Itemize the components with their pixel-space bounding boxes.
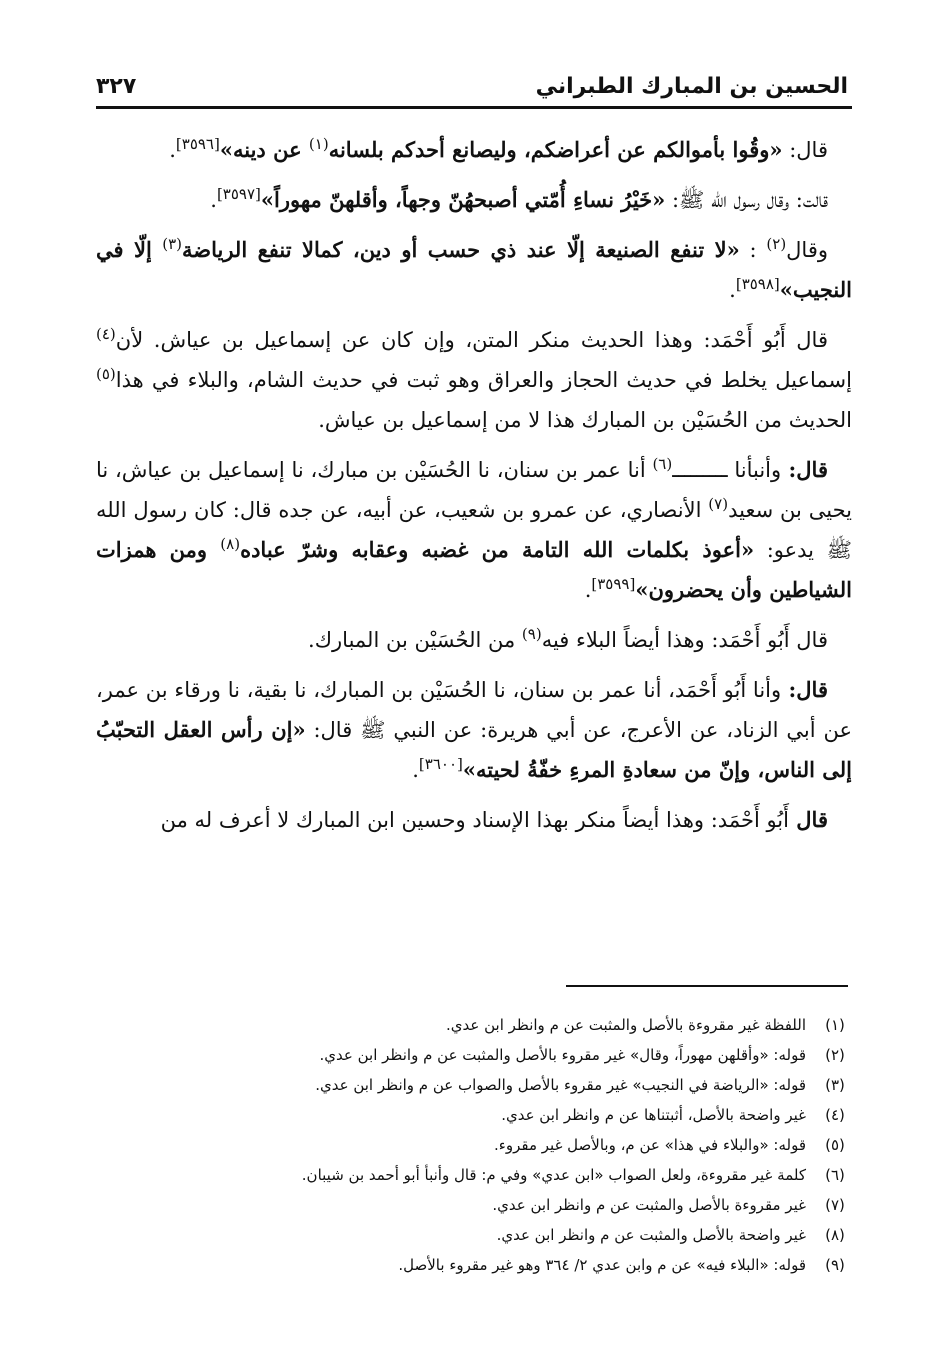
paragraph xyxy=(96,620,852,660)
text-run: أنا عمر بن سنان، نا الحُسَيْن بن مبارك، نا إسماعيل بن عياش، نا يحيى بن سعيد xyxy=(96,458,853,522)
footnote xyxy=(96,1250,852,1280)
footnote-number: (٢) xyxy=(825,1046,845,1064)
text-run: قال أَبُو أَحْمَد: وهذا أيضاً البلاء فيه xyxy=(541,628,828,652)
reference-marker: (٢) xyxy=(766,235,787,253)
bold-text: «لا تنفع الصنيعة إلّا عند ذي حسب أو دين، كمالا تنفع الرياضة xyxy=(182,237,740,262)
text-run: الحديث من الحُسَيْن بن المبارك هذا لا من إسماعيل بن عياش. xyxy=(318,408,852,432)
reference-marker: (٧) xyxy=(708,495,729,513)
bold-text: قال: xyxy=(781,457,828,482)
text-run: إسماعيل يخلط في حديث الحجاز والعراق وهو ثبت في حديث الشام، والبلاء في هذا xyxy=(115,368,852,392)
footnote xyxy=(96,1010,852,1040)
bold-text: ومن همزات الشياطين وأن يحضرون» xyxy=(96,537,852,602)
footnote-number: (٤) xyxy=(825,1106,845,1124)
bold-text: قال: xyxy=(781,677,828,702)
footnote-divider xyxy=(566,985,848,987)
footnote-text: قوله: «البلاء فيه» عن م وابن عدي ٢/ ٣٦٤ وهو غير مقروء بالأصل. xyxy=(398,1256,806,1274)
footnotes xyxy=(96,1010,852,1280)
footnote-number: (٧) xyxy=(825,1196,845,1214)
reference-marker: [٣٥٩٩] xyxy=(591,575,636,593)
paragraph xyxy=(96,450,852,610)
text-run: وأنا أَبُو أَحْمَد، أنا عمر بن سنان، نا الحُسَيْن بن المبارك، نا بقية، نا ورقاء بن عمر، عن أبي الزناد، عن الأعرج، عن أبي هريرة: عن النبي ﷺ قال: xyxy=(96,678,852,742)
bold-text: «أعوذ بكلمات الله التامة من غضبه وعقابه وشرّ عباده xyxy=(240,537,755,562)
footnote xyxy=(96,1160,852,1190)
footnote-text: كلمة غير مقروءة، ولعل الصواب «ابن عدي» وفي م: قال وأنبأ أبو أحمد بن شيبان. xyxy=(301,1166,806,1184)
text-run: أَبُو أَحْمَد: وهذا أيضاً منكر بهذا الإسناد وحسين ابن المبارك لا أعرف له من xyxy=(160,808,789,832)
footnote-number: (٩) xyxy=(825,1256,845,1274)
reference-marker: [٣٥٩٦] xyxy=(175,135,220,153)
footnote-text: قوله: «والبلاء في هذا» عن م، وبالأصل غير مقروء. xyxy=(494,1136,806,1154)
bold-text: «خَيْرُ نساءِ أُمّتي أصبحهُنّ وجهاً، وأقلهنّ مهوراً» xyxy=(260,187,666,212)
footnote-text: غير واضحة بالأصل، أثبتناها عن م وانظر ابن عدي. xyxy=(501,1106,806,1124)
reference-marker: [٣٥٩٧] xyxy=(216,185,261,203)
text-run: وقال xyxy=(786,238,829,262)
footnote xyxy=(96,1100,852,1130)
bold-text: عن دينه» xyxy=(219,137,309,162)
footnote-text: اللفظة غير مقروءة بالأصل والمثبت عن م وانظر ابن عدي. xyxy=(446,1016,806,1034)
reference-marker: [٣٦٠٠] xyxy=(418,755,463,773)
text-run: . xyxy=(169,138,176,162)
footnote-number: (٥) xyxy=(825,1136,845,1154)
reference-marker: (٦) xyxy=(652,455,673,473)
paragraph xyxy=(96,180,852,220)
text-run: قال: xyxy=(782,138,828,162)
text-run: . xyxy=(210,188,217,212)
text-run: من الحُسَيْن بن المبارك. xyxy=(308,628,522,652)
reference-marker: (٤) xyxy=(96,325,116,343)
paragraph xyxy=(96,800,852,840)
footnote-text: غير مقروءة بالأصل والمثبت عن م وانظر ابن عدي. xyxy=(492,1196,806,1214)
text-run: . xyxy=(412,758,419,782)
text-run: . xyxy=(729,278,736,302)
bold-text: إلّا في النجيب» xyxy=(96,237,852,302)
footnote xyxy=(96,1190,852,1220)
text-run: وأنبأنا ـــــــــ xyxy=(672,458,782,482)
paragraph xyxy=(96,230,852,310)
paragraph xyxy=(96,320,852,440)
reference-marker: (١) xyxy=(308,135,329,153)
main-text xyxy=(96,130,852,850)
footnote-number: (١) xyxy=(825,1016,845,1034)
footnote-number: (٣) xyxy=(825,1076,845,1094)
paragraph xyxy=(96,670,852,790)
footnote-number: (٨) xyxy=(825,1226,845,1244)
footnote-text: قوله: «الرياضة في النجيب» غير مقروء بالأصل والصواب عن م وانظر ابن عدي. xyxy=(315,1076,806,1094)
header-title: الحسين بن المبارك الطبراني xyxy=(535,73,848,99)
footnote xyxy=(96,1220,852,1250)
footnote xyxy=(96,1040,852,1070)
reference-marker: (٩) xyxy=(521,625,542,643)
bold-text: قال xyxy=(788,807,828,832)
footnote-number: (٦) xyxy=(825,1166,845,1184)
running-header xyxy=(96,66,848,106)
text-run: : xyxy=(739,238,767,262)
bold-text: «إن رأس العقل التحبّبُ إلى الناس، وإنّ من سعادةِ المرءِ خفّةُ لحيته» xyxy=(96,717,852,782)
text-run: . xyxy=(584,578,592,602)
reference-marker: [٣٥٩٨] xyxy=(735,275,780,293)
footnote-text: قوله: «وأقلهن مهوراً، وقال» غير مقروء بالأصل والمثبت عن م وانظر ابن عدي. xyxy=(319,1046,806,1064)
text-run: قالت: وقال رسول الله ﷺ: xyxy=(665,188,828,212)
paragraph xyxy=(96,130,852,170)
footnote xyxy=(96,1070,852,1100)
page-number: ٣٢٧ xyxy=(96,73,137,99)
bold-text: «وقُوا بأموالكم عن أعراضكم، وليصانع أحدكم بلسانه xyxy=(328,137,783,162)
footnote-text: غير واضحة بالأصل والمثبت عن م وانظر ابن عدي. xyxy=(496,1226,806,1244)
footnote xyxy=(96,1130,852,1160)
reference-marker: (٣) xyxy=(162,235,182,253)
header-divider xyxy=(96,106,852,109)
text-run: قال أَبُو أَحْمَد: وهذا الحديث منكر المتن، وإن كان عن إسماعيل بن عياش. لأن xyxy=(115,328,828,352)
reference-marker: (٥) xyxy=(96,365,116,383)
text-run: الأنصاري، عن عمرو بن شعيب، عن أبيه، عن جده قال: كان رسول الله ﷺ يدعو: xyxy=(96,498,852,562)
reference-marker: (٨) xyxy=(220,535,241,553)
